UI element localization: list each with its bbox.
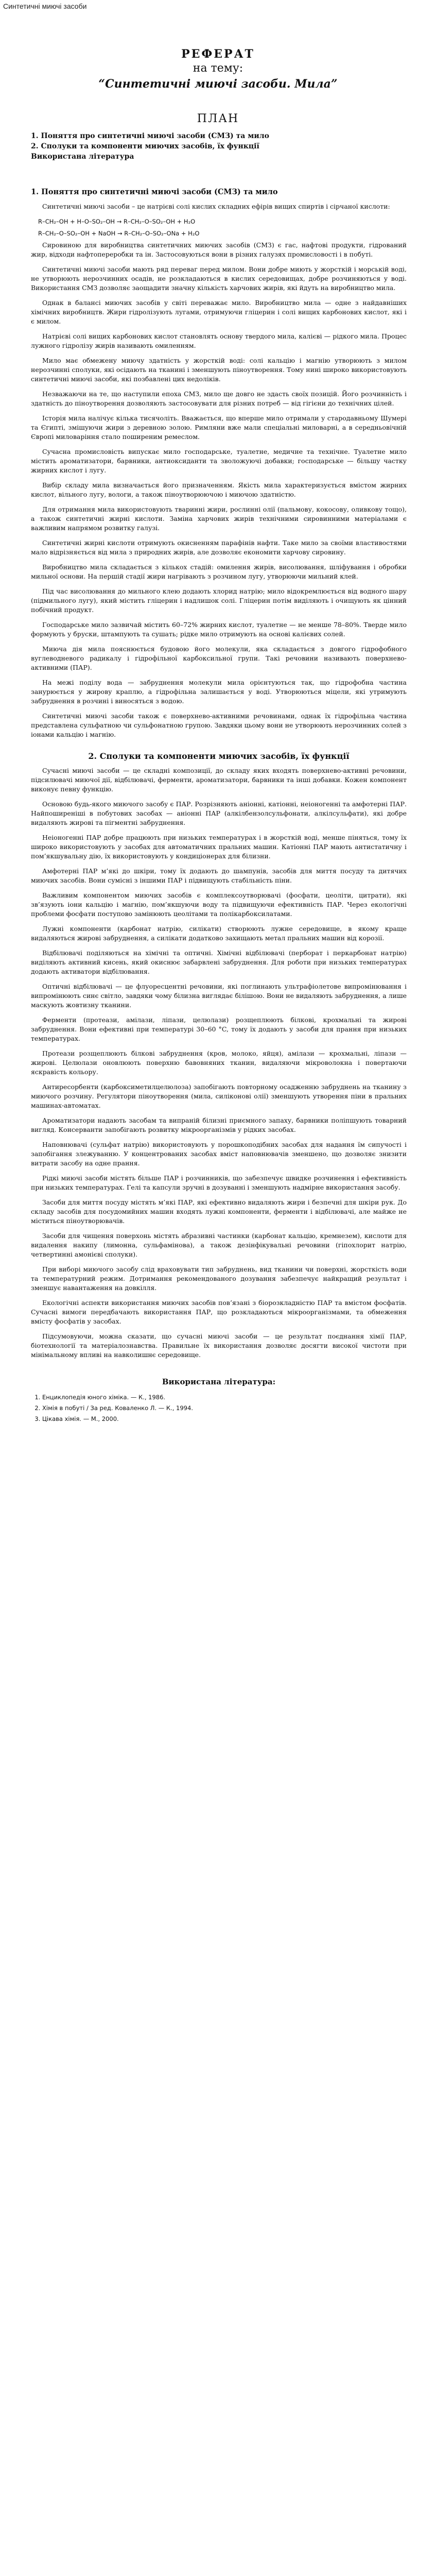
formula: R–CH₂–OH + H–O–SO₂–OH → R–CH₂–O–SO₂–OH + H₂O xyxy=(38,218,196,225)
heading-referat: РЕФЕРАТ xyxy=(181,47,255,61)
paragraph: Під час висолювання до мильного клею додають хлорид натрію; мило відокремлюється від водного шару (підмильного лугу), який містить гліцерин і надлишок солі. Гліцерин потім виділяють і очищують як цінний побічний продукт. xyxy=(31,587,407,614)
plan-item: Використана література xyxy=(31,152,134,161)
paragraph: Натрієві солі вищих карбонових кислот становлять основу твердого мила, калієві — рідкого мила. Процес лужного гідролізу жирів називають омиленням. xyxy=(31,332,407,349)
paragraph: Однак в балансі миючих засобів у світі переважає мило. Виробництво мила — одне з найдавніших хімічних виробництв. Жири гідролізують лугами, отримуючи гліцерин і солі вищих карбонових кислот, які і є милом. xyxy=(31,299,407,325)
literature-list xyxy=(31,1393,407,1423)
literature-item: 2. Хімія в побуті / За ред. Коваленко Л. — К., 1994. xyxy=(42,1403,407,1413)
paragraph: Наповнювачі (сульфат натрію) використовують у порошкоподібних засобах для надання їм сипучості і запобігання злежуванню. У концентрованих засобах вміст наповнювачів зменшено, що дозволяє знизити витрати засобу на одне прання. xyxy=(31,1141,407,1167)
document-body xyxy=(31,175,407,1425)
paragraph: Амфотерні ПАР м’які до шкіри, тому їх додають до шампунів, засобів для миття посуду та дитячих миючих засобів. Вони сумісні з іншими ПАР і підвищують стабільність піни. xyxy=(31,867,407,884)
paragraph: Вибір складу мила визначається його призначенням. Якість мила характеризується вмістом жирних кислот, вільного лугу, вологи, а також піноутворюючою і миючою здатністю. xyxy=(31,481,407,498)
paragraph: Лужні компоненти (карбонат натрію, силікати) створюють лужне середовище, в якому краще видаляються жирові забруднення, а силікати додатково захищають метал пральних машин від корозії. xyxy=(31,925,407,942)
paragraph: Важливим компонентом миючих засобів є комплексоутворювачі (фосфати, цеоліти, цитрати), які зв’язують іони кальцію і магнію, пом’якшуючи воду та підвищуючи ефективність ПАР. Через екологічні проблеми фосфати поступово замінюють цеолітами та полікарбоксилатами. xyxy=(31,891,407,918)
paragraph: Сировиною для виробництва синтетичних миючих засобів (СМЗ) є гас, нафтові продукти, гідрований жир, відходи нафтопереробки та ін. Застосовуються вони в різних галузях промисловості і в побуті. xyxy=(31,241,407,258)
paragraph: Ферменти (протеази, амілази, ліпази, целюлази) розщеплюють білкові, крохмальні та жирові забруднення. Вони ефективні при температурі 30–60 °C, тому їх додають у засоби для прання при низьких температурах. xyxy=(31,1016,407,1042)
heading-title: “Синтетичні миючі засоби. Мила” xyxy=(98,77,338,91)
plan-item: 2. Сполуки та компоненти миючих засобів, їх функції xyxy=(31,142,259,150)
paragraph: Антиресорбенти (карбоксиметилцелюлоза) запобігають повторному осадженню забруднень на тканину з миючого розчину. Регулятори піноутворення (мила, силіконові олії) зменшують утворення піни в пральних машинах-автоматах. xyxy=(31,1083,407,1109)
paragraph: Виробництво мила складається з кількох стадій: омилення жирів, висолювання, шліфування і обробки мильної основи. На першій стадії жири нагрівають з розчином лугу, утворюючи мильний клей. xyxy=(31,563,407,580)
heading-theme: на тему: xyxy=(193,62,243,75)
paragraph: На межі поділу вода — забруднення молекули мила орієнтуються так, що гідрофобна частина занурюється у жирову краплю, а гідрофільна залишається у воді. Утворюються міцели, які утримують забруднення в розчині і виносяться з водою. xyxy=(31,679,407,705)
paragraph: Засоби для чищення поверхонь містять абразивні частинки (карбонат кальцію, кремнезем), кислоти для видалення накипу (лимонна, сульфамінова), а також дезінфікувальні речовини (гіпохлорит натрію, четвертинні амонієві сполуки). xyxy=(31,1232,407,1258)
paragraph: Протеази розщеплюють білкові забруднення (кров, молоко, яйця), амілази — крохмальні, ліпази — жирові. Целюлази оновлюють поверхню бавовняних тканин, видаляючи мікроволокна і повертаючи яскравість кольору. xyxy=(31,1049,407,1076)
section-2-body xyxy=(31,766,407,1360)
paragraph: Для отримання мила використовують тваринні жири, рослинні олії (пальмову, кокосову, оливкову тощо), а також синтетичні жирні кислоти. Заміна харчових жирів технічними сировинними матеріалами є важливим напрямом розвитку галузі. xyxy=(31,505,407,532)
paragraph: Незважаючи на те, що наступили епоха СМЗ, мило ще довго не здасть своїх позицій. Його розчинність і здатність до піноутворення дозволяють застосовувати для різних потреб — від гігієни до технічних цілей. xyxy=(31,390,407,407)
paragraph: Неіоногенні ПАР добре працюють при низьких температурах і в жорсткій воді, менше піняться, тому їх широко використовують у засобах для автоматичних пральних машин. Катіонні ПАР мають антистатичну і пом’якшувальну дію, їх використовують у кондиціонерах для білизни. xyxy=(31,834,407,860)
paragraph: При виборі миючого засобу слід враховувати тип забруднень, вид тканини чи поверхні, жорсткість води та температурний режим. Дотримання рекомендованого дозування забезпечує найкращий результат і зменшує навантаження на довкілля. xyxy=(31,1265,407,1292)
top-label: Синтетичні миючі засоби xyxy=(3,2,87,10)
paragraph: Синтетичні миючі засоби мають ряд переваг перед милом. Вони добре миють у жорсткій і морській воді, не утворюють нерозчинних осадів, не розкладаються в кислих середовищах, добре розчиняються у воді. Використання СМЗ дозволяє заощадити значну кількість харчових жирів, які йдуть на виробництво мила. xyxy=(31,265,407,292)
paragraph: Основою будь-якого миючого засобу є ПАР. Розрізняють аніонні, катіонні, неіоногенні та амфотерні ПАР. Найпоширеніші в побутових засобах — аніонні ПАР (алкілбензолсульфонати, алкілсульфати), які добре видаляють жирові та пігментні забруднення. xyxy=(31,800,407,826)
section-1-continued xyxy=(31,356,407,739)
paragraph: Ароматизатори надають засобам та випраній білизні приємного запаху, барвники поліпшують товарний вигляд. Консерванти запобігають розвитку мікроорганізмів у рідких засобах. xyxy=(31,1116,407,1133)
heading-plan: ПЛАН xyxy=(197,112,239,125)
paragraph: Сучасна промисловість випускає мило господарське, туалетне, медичне та технічне. Туалетне мило містить ароматизатори, барвники, антиоксиданти та зволожуючі добавки; господарське — більшу частку жирних кислот і лугу. xyxy=(31,448,407,474)
paragraph: Історія мила налічує кілька тисячоліть. Вважається, що вперше мило отримали у стародавньому Шумері та Єгипті, змішуючи жири з деревною золою. Римляни вже мали спеціальні миловарні, а в середньовічній Європі миловаріння стало поширеним ремеслом. xyxy=(31,414,407,440)
paragraph: Оптичні відбілювачі — це флуоресцентні речовини, які поглинають ультрафіолетове випромінювання і випромінюють синє світло, завдяки чому білизна виглядає білішою. Вони не видаляють забруднення, а лише маскують жовтизну тканини. xyxy=(31,982,407,1009)
paragraph: Господарське мило зазвичай містить 60–72% жирних кислот, туалетне — не менше 78–80%. Тверде мило формують у бруски, штампують та сушать; рідке мило отримують на основі калієвих солей. xyxy=(31,621,407,638)
paragraph: Синтетичні жирні кислоти отримують окисненням парафінів нафти. Таке мило за своїми властивостями мало відрізняється від мила з природних жирів, але дозволяє економити харчову сировину. xyxy=(31,539,407,556)
literature-item: 1. Енциклопедія юного хіміка. — К., 1986. xyxy=(42,1393,407,1402)
paragraph: Сучасні миючі засоби — це складні композиції, до складу яких входять поверхнево-активні речовини, підсилювачі миючої дії, відбілювачі, ферменти, ароматизатори, барвники та інші добавки. Кожен компонент виконує певну функцію. xyxy=(31,767,407,793)
formula: R–CH₂–O–SO₂–OH + NaOH → R–CH₂–O–SO₂–ONa + H₂O xyxy=(38,230,200,237)
paragraph: Екологічні аспекти використання миючих засобів пов’язані з біорозкладністю ПАР та вмістом фосфатів. Сучасні вимоги передбачають використання ПАР, що розкладаються мікроорганізмами, та обмеження вмісту фосфатів у засобах. xyxy=(31,1299,407,1325)
paragraph: Підсумовуючи, можна сказати, що сучасні миючі засоби — це результат поєднання хімії ПАР, біотехнології та матеріалознавства. Правильне їх використання дозволяє досягти високої чистоти при мінімальному впливі на навколишнє середовище. xyxy=(31,1332,407,1359)
paragraph: Миюча дія мила пояснюється будовою його молекули, яка складається з довгого гідрофобного вуглеводневого радикалу і гідрофільної карбоксильної групи. Такі речовини називають поверхнево-активними (ПАР). xyxy=(31,645,407,671)
paragraph: Відбілювачі поділяються на хімічні та оптичні. Хімічні відбілювачі (перборат і перкарбонат натрію) виділяють активний кисень, який окиснює забарвлені забруднення. Для роботи при низьких температурах додають активатори відбілювання. xyxy=(31,949,407,975)
section-2-title: 2. Сполуки та компоненти миючих засобів, їх функції xyxy=(88,751,350,761)
paragraph: Синтетичні миючі засоби – це натрієві солі кислих складних ефірів вищих спиртів і сірчаної кислоти: xyxy=(42,202,390,210)
literature-item: 3. Цікава хімія. — М., 2000. xyxy=(42,1414,407,1423)
paragraph: Синтетичні миючі засоби також є поверхнево-активними речовинами, однак їх гідрофільна частина представлена сульфатною чи сульфонатною групою. Завдяки цьому вони не утворюють нерозчинних солей з іонами кальцію і магнію. xyxy=(31,712,407,738)
literature-title: Використана література: xyxy=(162,1377,276,1386)
plan-list xyxy=(31,131,407,162)
paragraph: Мило має обмежену миючу здатність у жорсткій воді: солі кальцію і магнію утворюють з милом нерозчинні сполуки, які осідають на тканині і зменшують піноутворення. Тому нині широко використовують синтетичні миючі засоби, які позбавлені цих недоліків. xyxy=(31,357,407,383)
paragraph: Рідкі миючі засоби містять більше ПАР і розчинників, що забезпечує швидке розчинення і ефективність при низьких температурах. Гелі та капсули зручні в дозуванні і зменшують надмірне використання засобу. xyxy=(31,1174,407,1191)
plan-item: 1. Поняття про синтетичні миючі засоби (СМЗ) та мило xyxy=(31,132,269,140)
paragraph: Засоби для миття посуду містять м’які ПАР, які ефективно видаляють жири і безпечні для шкіри рук. До складу засобів для посудомийних машин входять лужні компоненти, ферменти і відбілювачі, але майже не міститься піноутворювачів. xyxy=(31,1198,407,1225)
section-1-title: 1. Поняття про синтетичні миючі засоби (СМЗ) та мило xyxy=(31,188,278,196)
